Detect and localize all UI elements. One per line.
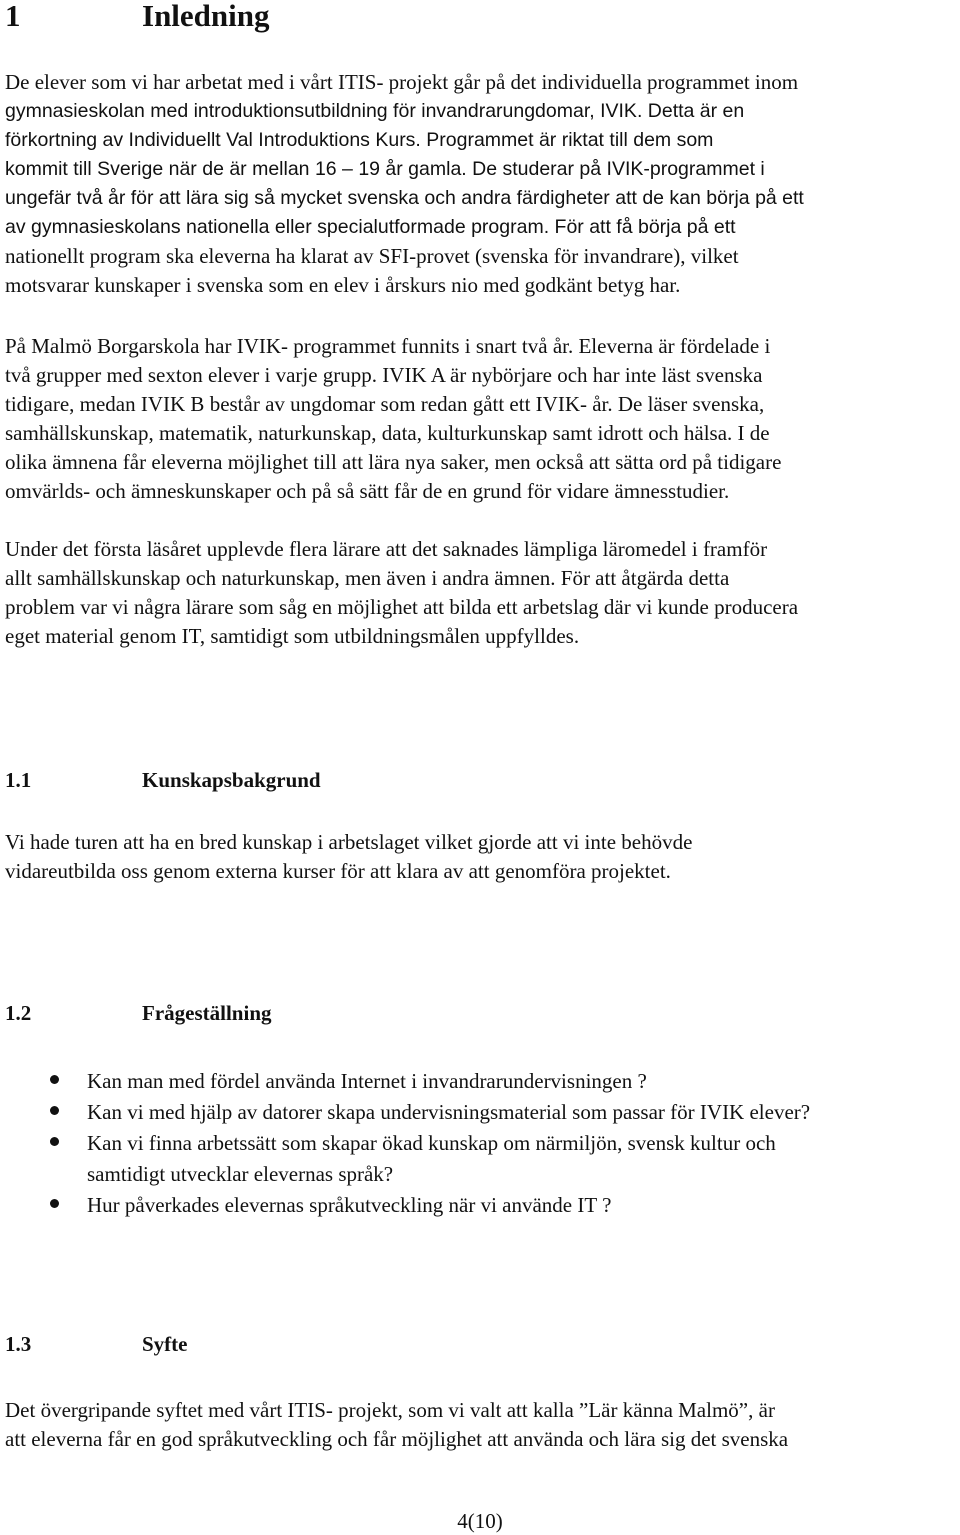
text-line: att eleverna får en god språkutveckling och får möjlighet att använda och lära sig det svenska xyxy=(5,1427,789,1451)
intro-paragraph-3 xyxy=(5,535,960,651)
text-line: problem var vi några lärare som såg en möjlighet att bilda ett arbetslag där vi kunde producera xyxy=(5,595,799,619)
text-line: Vi hade turen att ha en bred kunskap i arbetslaget vilket gjorde att vi inte behövde xyxy=(5,830,693,854)
syfte-paragraph xyxy=(5,1396,960,1454)
text-line: omvärlds- och ämneskunskaper och på så sätt får de en grund för vidare ämnesstudier. xyxy=(5,479,730,503)
text-line: eget material genom IT, samtidigt som utbildningsmålen uppfylldes. xyxy=(5,624,580,648)
list-item xyxy=(0,1128,960,1190)
list-item-text: Kan vi finna arbetssätt som skapar ökad kunskap om närmiljön, svensk kultur och xyxy=(87,1131,776,1155)
list-item-text: Hur påverkades elevernas språkutveckling när vi använde IT ? xyxy=(87,1193,612,1217)
heading-number: 1.1 xyxy=(5,768,32,792)
bullet-icon xyxy=(50,1106,59,1115)
question-list xyxy=(0,1066,960,1221)
heading-title: Syfte xyxy=(142,1332,188,1356)
text-line: samhällskunskap, matematik, naturkunskap, data, kulturkunskap samt idrott och hälsa. I de xyxy=(5,421,770,445)
text-line: motsvarar kunskaper i svenska som en elev i årskurs nio med godkänt betyg har. xyxy=(5,273,681,297)
heading-number: 1.2 xyxy=(5,1001,32,1025)
list-item xyxy=(0,1097,960,1128)
text-line: Under det första läsåret upplevde flera lärare att det saknades lämpliga läromedel i framför xyxy=(5,537,768,561)
text-line: olika ämnena får eleverna möjlighet till att lära nya saker, men också att sätta ord på tidigare xyxy=(5,450,782,474)
heading-syfte xyxy=(5,1331,188,1357)
heading-inledning xyxy=(5,0,270,32)
bullet-icon xyxy=(50,1137,59,1146)
list-item xyxy=(0,1190,960,1221)
page-number: 4(10) xyxy=(457,1509,503,1533)
text-line: nationellt program ska eleverna ha klarat av SFI-provet (svenska för invandrare), vilket xyxy=(5,244,739,268)
text-line: allt samhällskunskap och naturkunskap, men även i andra ämnen. För att åtgärda detta xyxy=(5,566,730,590)
text-line: av gymnasieskolans nationella eller specialutformade program. För att få börja på ett xyxy=(5,216,736,238)
text-line: tidigare, medan IVIK B består av ungdomar som redan gått ett IVIK- år. De läser svenska, xyxy=(5,392,765,416)
text-line: kommit till Sverige när de är mellan 16 – 19 år gamla. De studerar på IVIK-programmet i xyxy=(5,158,765,180)
list-item-text: Kan vi med hjälp av datorer skapa undervisningsmaterial som passar för IVIK elever? xyxy=(87,1100,811,1124)
heading-title: Frågeställning xyxy=(142,1001,272,1025)
text-line: De elever som vi har arbetat med i vårt ITIS- projekt går på det individuella programmet inom xyxy=(5,70,799,94)
intro-paragraph-2 xyxy=(5,332,960,506)
text-line: På Malmö Borgarskola har IVIK- programmet funnits i snart två år. Eleverna är fördelade i xyxy=(5,334,771,358)
text-line: Det övergripande syftet med vårt ITIS- projekt, som vi valt att kalla ”Lär känna Malmö”, är xyxy=(5,1398,775,1422)
bullet-icon xyxy=(50,1199,59,1208)
heading-number: 1.3 xyxy=(5,1332,32,1356)
kunskapsbakgrund-paragraph xyxy=(5,828,960,886)
heading-number: 1 xyxy=(5,0,21,33)
heading-title: Inledning xyxy=(142,0,270,33)
heading-title: Kunskapsbakgrund xyxy=(142,768,321,792)
text-line: vidareutbilda oss genom externa kurser för att klara av att genomföra projektet. xyxy=(5,859,671,883)
list-item xyxy=(0,1066,960,1097)
text-line: två grupper med sexton elever i varje grupp. IVIK A är nybörjare och har inte läst svenska xyxy=(5,363,763,387)
text-line: förkortning av Individuellt Val Introduktions Kurs. Programmet är riktat till dem som xyxy=(5,129,714,151)
heading-fragestallning xyxy=(5,1000,272,1026)
heading-kunskapsbakgrund xyxy=(5,767,321,793)
text-line: ungefär två år för att lära sig så mycket svenska och andra färdigheter att de kan börja på ett xyxy=(5,187,804,209)
text-line: gymnasieskolan med introduktionsutbildning för invandrarungdomar, IVIK. Detta är en xyxy=(5,100,745,122)
bullet-icon xyxy=(50,1075,59,1084)
list-item-text: samtidigt utvecklar elevernas språk? xyxy=(87,1162,394,1186)
list-item-text: Kan man med fördel använda Internet i invandrarundervisningen ? xyxy=(87,1069,647,1093)
intro-paragraph-1 xyxy=(5,68,960,300)
